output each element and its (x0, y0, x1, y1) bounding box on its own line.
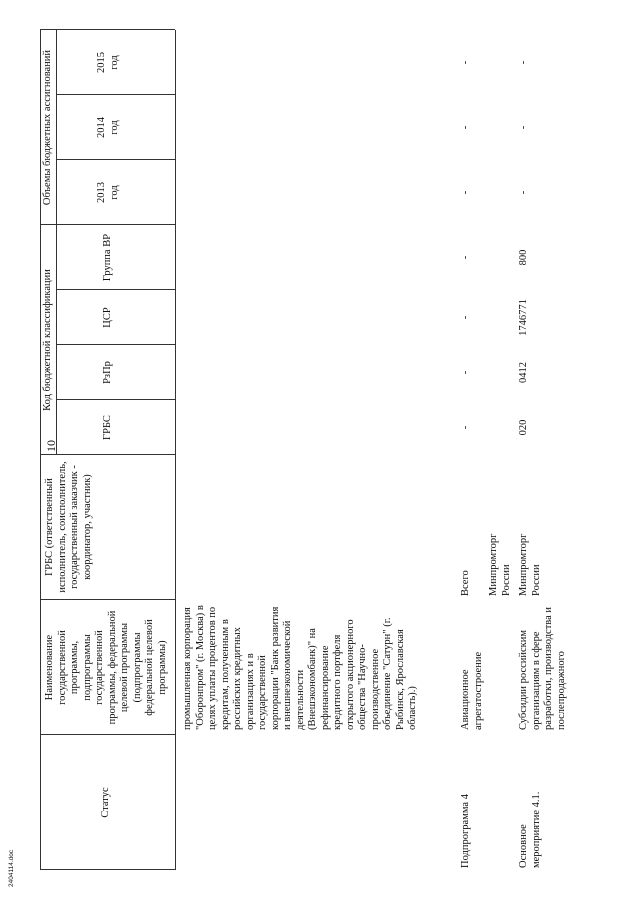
header-name: Наименование государственной программы, подпрограммы государственной программы, федеральной целевой программы (подпрограммы федеральной целевой программы) (44, 610, 168, 725)
row2-csr: 1746771 (518, 299, 529, 336)
header-volumes: Объемы бюджетных ассигнований (42, 49, 53, 206)
row2-2013: - (518, 190, 529, 195)
row1-name: Авиационное агрегатостроение (460, 651, 484, 730)
row2-2015: - (518, 60, 529, 65)
header-2013: 2013 год (96, 182, 120, 203)
page-number: 10 (44, 440, 58, 452)
budget-table (40, 30, 630, 870)
header-2015: 2015 год (96, 52, 120, 73)
header-grbs-col: ГРБС (102, 415, 113, 440)
row1-grbs-code: - (460, 425, 471, 430)
row1-2013: - (460, 190, 471, 195)
row1-2015: - (460, 60, 471, 65)
row2-name: Субсидии российским организациям в сфере разработки, производства и послепродажного (518, 606, 567, 730)
row2-rzpr: 0412 (518, 362, 529, 383)
header-vr: Группа ВР (102, 233, 113, 282)
continuation-text: промышленная корпорация "Оборонпром" (г. Москва) в целях уплаты процентов по кредитам, полученным в российских кредитных организациях и в государственной корпорации "Банк развития и внешнеэкономической деятельности (Внешэкономбанк)" на рефинансирование кредитного портфеля открытого акционерного общества "Научно-производственное объединение "Сатурн" (г. Рыбинск, Ярославская область).) (182, 605, 418, 730)
header-status: Статус (100, 787, 111, 818)
row1-2014: - (460, 125, 471, 130)
header-grbs: ГРБС (ответственный исполнитель, соисполнитель, государственный заказчик - координатор, участник) (44, 461, 93, 593)
row1-csr: - (460, 315, 471, 320)
header-rzpr: РзПр (102, 361, 113, 384)
row1-grbs-total: Всего (460, 570, 471, 596)
header-csr: ЦСР (102, 307, 113, 328)
header-budget-code: Код бюджетной классификации (42, 269, 53, 411)
row1-vr: - (460, 255, 471, 260)
header-2014: 2014 год (96, 117, 120, 138)
row1-status: Подпрограмма 4 (460, 794, 471, 868)
row2-2014: - (518, 125, 529, 130)
row2-grbs-code: 020 (518, 419, 529, 436)
footer-file-code: 2404114.doc (8, 849, 15, 887)
row2-status: Основное мероприятие 4.1. (518, 791, 542, 868)
row2-grbs-ministry: Минпромторг России (518, 533, 542, 596)
row1-rzpr: - (460, 370, 471, 375)
row2-vr: 800 (518, 249, 529, 266)
row1-grbs-ministry: Минпромторг России (488, 533, 512, 596)
